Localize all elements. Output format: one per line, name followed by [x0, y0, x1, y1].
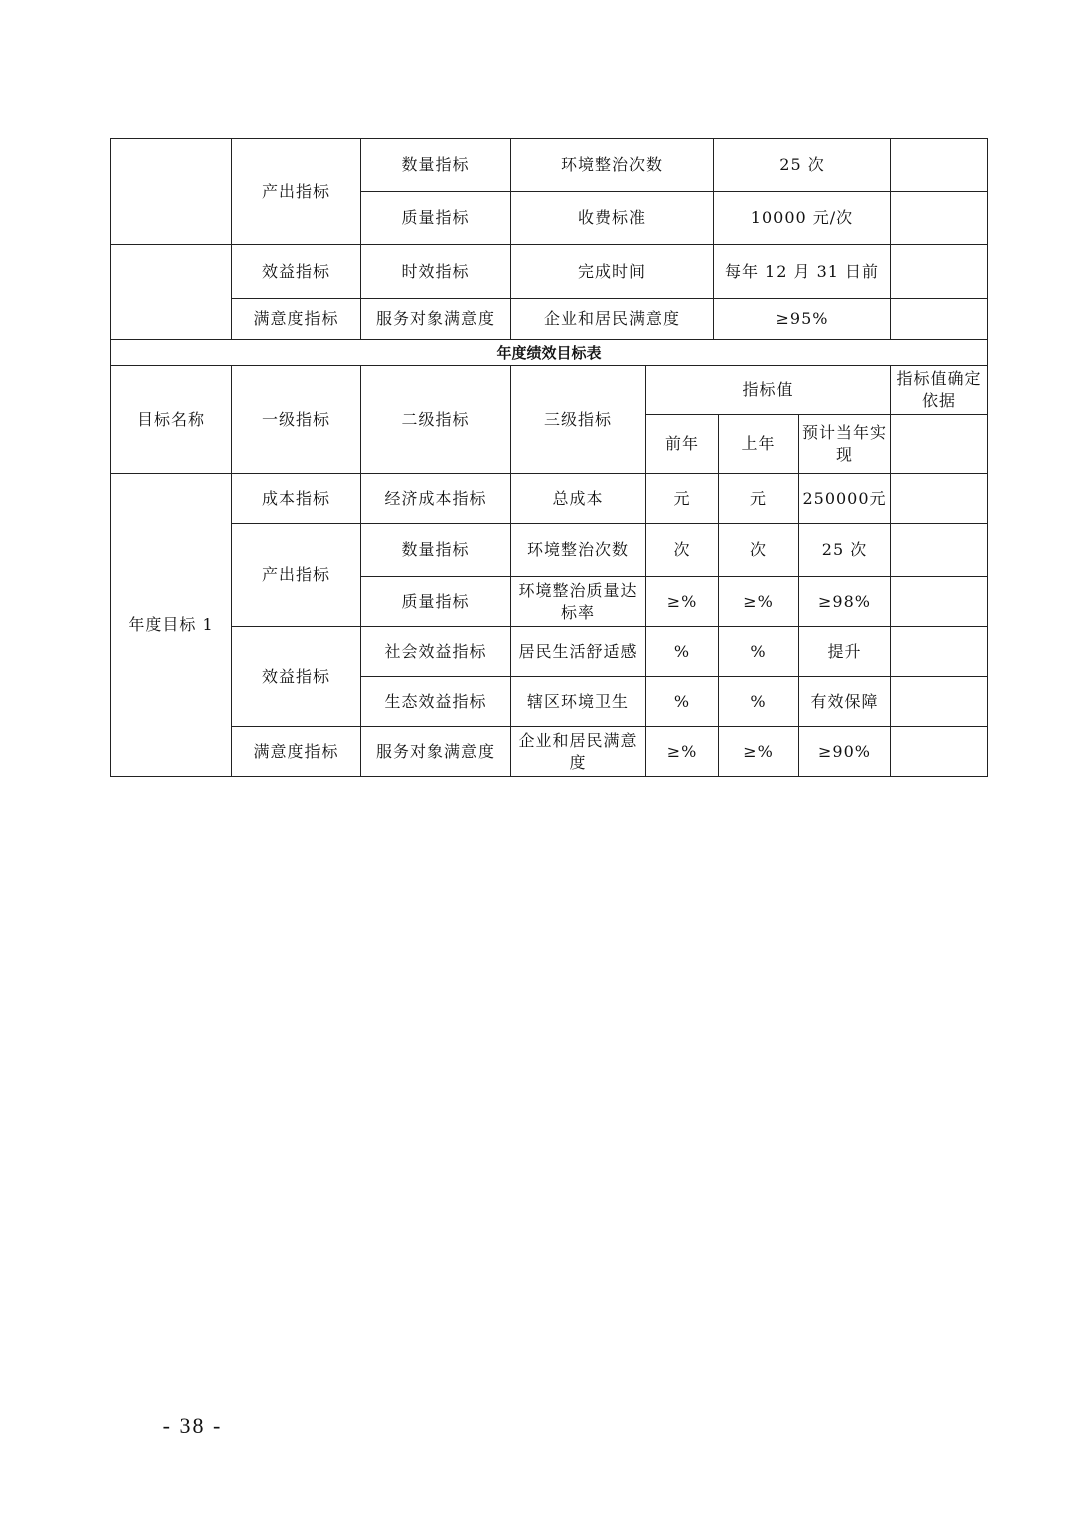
- last-year-cell: ≥%: [719, 577, 799, 627]
- level2-cell: 服务对象满意度: [361, 727, 511, 777]
- last-year-cell: 次: [719, 524, 799, 577]
- level3-cell: 完成时间: [511, 245, 714, 299]
- value-cell: 10000 元/次: [714, 192, 891, 245]
- level3-cell: 企业和居民满意度: [511, 727, 646, 777]
- level3-cell: 环境整治次数: [511, 139, 714, 192]
- basis-cell: [891, 474, 988, 524]
- level2-cell: 生态效益指标: [361, 677, 511, 727]
- level3-cell: 环境整治质量达标率: [511, 577, 646, 627]
- level1-cell: 产出指标: [232, 524, 361, 627]
- last-year-cell: %: [719, 627, 799, 677]
- prev-year-cell: %: [646, 677, 719, 727]
- table-row: [111, 627, 988, 677]
- level1-cell: 满意度指标: [232, 727, 361, 777]
- level2-cell: 经济成本指标: [361, 474, 511, 524]
- level3-cell: 居民生活舒适感: [511, 627, 646, 677]
- level1-cell: 效益指标: [232, 245, 361, 299]
- level1-cell: 成本指标: [232, 474, 361, 524]
- level1-cell: 效益指标: [232, 627, 361, 727]
- level3-cell: 企业和居民满意度: [511, 299, 714, 340]
- table-title-row: [111, 340, 988, 366]
- last-year-cell: ≥%: [719, 727, 799, 777]
- basis-cell: [891, 627, 988, 677]
- prev-year-cell: ≥%: [646, 577, 719, 627]
- level3-cell: 环境整治次数: [511, 524, 646, 577]
- level1-cell: 满意度指标: [232, 299, 361, 340]
- level2-cell: 数量指标: [361, 524, 511, 577]
- table-title: 年度绩效目标表: [111, 340, 988, 366]
- header-row: [111, 366, 988, 415]
- header-prev-year: 前年: [646, 415, 719, 474]
- expected-cell: 提升: [799, 627, 891, 677]
- prev-year-cell: 元: [646, 474, 719, 524]
- basis-cell: [891, 299, 988, 340]
- target-name-cell: 年度目标 1: [111, 474, 232, 777]
- basis-cell: [891, 524, 988, 577]
- header-expected: 预计当年实现: [799, 415, 891, 474]
- annual-target-table: [110, 339, 988, 777]
- level2-cell: 质量指标: [361, 577, 511, 627]
- level3-cell: 收费标准: [511, 192, 714, 245]
- table-row: [111, 727, 988, 777]
- basis-cell: [891, 192, 988, 245]
- level3-cell: 辖区环境卫生: [511, 677, 646, 727]
- table-row: [111, 299, 988, 340]
- level2-cell: 社会效益指标: [361, 627, 511, 677]
- basis-cell: [891, 415, 988, 474]
- prev-year-cell: ≥%: [646, 727, 719, 777]
- basis-cell: [891, 139, 988, 192]
- basis-cell: [891, 677, 988, 727]
- expected-cell: 250000元: [799, 474, 891, 524]
- level1-cell: 产出指标: [232, 139, 361, 245]
- expected-cell: ≥98%: [799, 577, 891, 627]
- expected-cell: ≥90%: [799, 727, 891, 777]
- page-number: - 38 -: [162, 1413, 223, 1438]
- table-row: [111, 524, 988, 577]
- expected-cell: 有效保障: [799, 677, 891, 727]
- header-target-name: 目标名称: [111, 366, 232, 474]
- top-indicator-table: [110, 138, 988, 340]
- last-year-cell: 元: [719, 474, 799, 524]
- table-row: [111, 139, 988, 192]
- header-level3: 三级指标: [511, 366, 646, 474]
- table-row: [111, 474, 988, 524]
- header-level1: 一级指标: [232, 366, 361, 474]
- value-cell: 25 次: [714, 139, 891, 192]
- basis-cell: [891, 577, 988, 627]
- level3-cell: 总成本: [511, 474, 646, 524]
- level2-cell: 服务对象满意度: [361, 299, 511, 340]
- basis-cell: [891, 727, 988, 777]
- table-row: [111, 245, 988, 299]
- header-level2: 二级指标: [361, 366, 511, 474]
- level2-cell: 时效指标: [361, 245, 511, 299]
- prev-year-cell: %: [646, 627, 719, 677]
- header-basis: 指标值确定依据: [891, 366, 988, 415]
- header-indicator-value: 指标值: [646, 366, 891, 415]
- level2-cell: 质量指标: [361, 192, 511, 245]
- prev-year-cell: 次: [646, 524, 719, 577]
- target-name-cell: [111, 139, 232, 245]
- expected-cell: 25 次: [799, 524, 891, 577]
- value-cell: 每年 12 月 31 日前: [714, 245, 891, 299]
- basis-cell: [891, 245, 988, 299]
- target-name-cell: [111, 245, 232, 340]
- value-cell: ≥95%: [714, 299, 891, 340]
- header-last-year: 上年: [719, 415, 799, 474]
- level2-cell: 数量指标: [361, 139, 511, 192]
- last-year-cell: %: [719, 677, 799, 727]
